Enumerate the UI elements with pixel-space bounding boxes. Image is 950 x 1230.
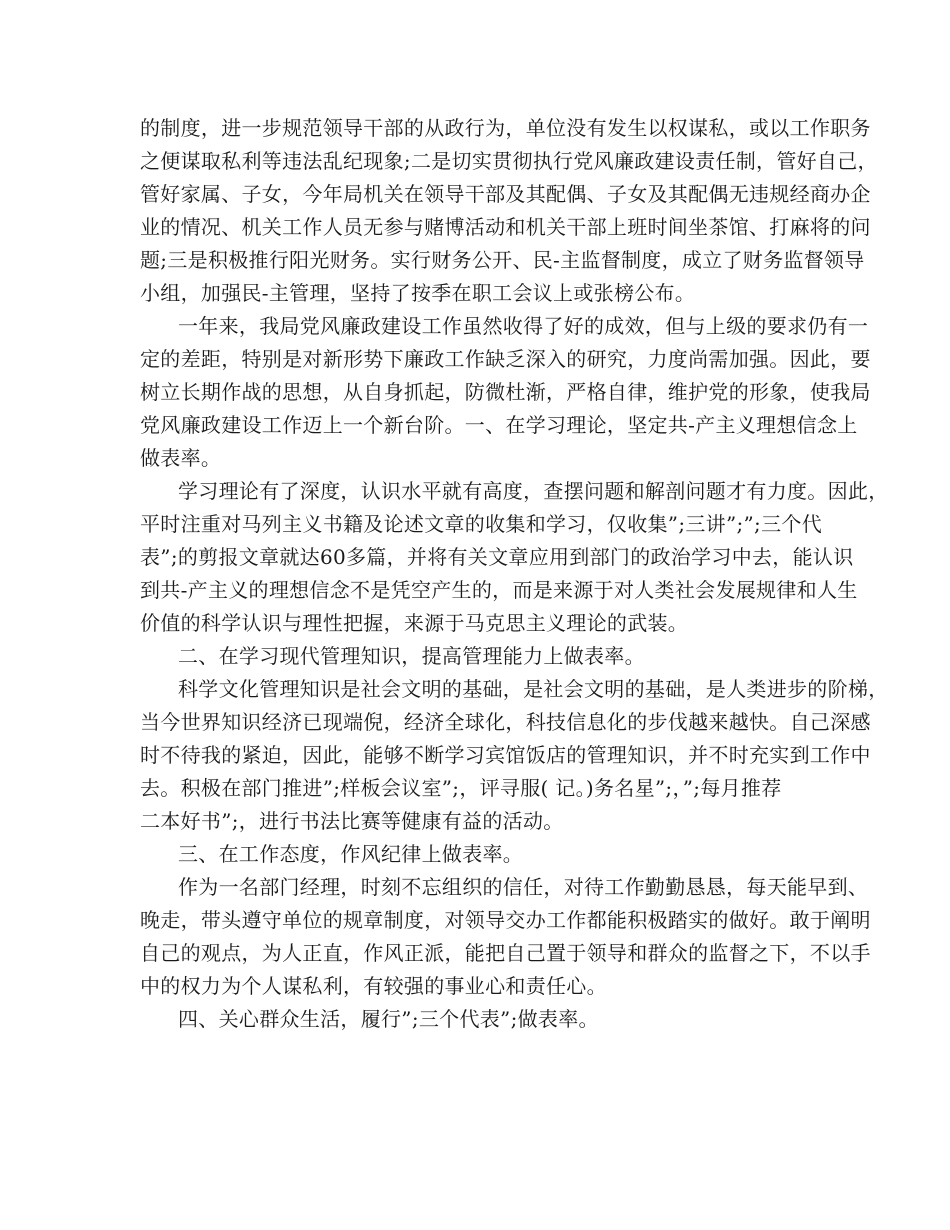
text-line: 平时注重对马列主义书籍及论述文章的收集和学习，仅收集”;三讲”;”;三个代 xyxy=(140,512,822,536)
paragraph-start-line: 科学文化管理知识是社会文明的基础，是社会文明的基础，是人类进步的阶梯， xyxy=(178,677,889,701)
text-line: 时不待我的紧迫，因此，能够不断学习宾馆饭店的管理知识，并不时充实到工作中 xyxy=(140,743,871,767)
text-line: 管好家属、子女，今年局机关在领导干部及其配偶、子女及其配偶无违规经商办企 xyxy=(140,182,871,206)
text-line: 二本好书”;，进行书法比赛等健康有益的活动。 xyxy=(140,809,564,833)
text-line: 题;三是积极推行阳光财务。实行财务公开、民-主监督制度，成立了财务监督领导 xyxy=(140,248,865,272)
text-line: 表”;的剪报文章就达60多篇，并将有关文章应用到部门的政治学习中去，能认识 xyxy=(140,545,854,569)
text-line: 自己的观点，为人正直，作风正派，能把自己置于领导和群众的监督之下，不以手 xyxy=(140,941,871,965)
text-line: 小组，加强民-主管理，坚持了按季在职工会议上或张榜公布。 xyxy=(140,281,696,305)
text-line: 党风廉政建设工作迈上一个新台阶。一、在学习理论，坚定共-产主义理想信念上 xyxy=(140,413,858,437)
text-line: 树立长期作战的思想，从自身抓起，防微杜渐，严格自律，维护党的形象，使我局 xyxy=(140,380,871,404)
text-line: 做表率。 xyxy=(140,446,222,470)
paragraph-start-line: 作为一名部门经理，时刻不忘组织的信任，对待工作勤勤恳恳，每天能早到、 xyxy=(178,875,869,899)
paragraph-start-line: 一年来，我局党风廉政建设工作虽然收得了好的成效，但与上级的要求仍有一 xyxy=(178,314,869,338)
text-line: 当今世界知识经济已现端倪，经济全球化，科技信息化的步伐越来越快。自己深感 xyxy=(140,710,871,734)
text-line: 去。积极在部门推进”;样板会议室”;，评寻服( 记。)务名星”;，”;每月推荐 xyxy=(140,776,782,800)
text-line: 业的情况、机关工作人员无参与赌博活动和机关干部上班时间坐茶馆、打麻将的问 xyxy=(140,215,871,239)
text-line: 到共-产主义的理想信念不是凭空产生的，而是来源于对人类社会发展规律和人生 xyxy=(140,578,858,602)
text-line: 晚走，带头遵守单位的规章制度，对领导交办工作都能积极踏实的做好。敢于阐明 xyxy=(140,908,871,932)
section-heading: 三、在工作态度，作风纪律上做表率。 xyxy=(178,842,524,866)
text-line: 之便谋取私利等违法乱纪现象;二是切实贯彻执行党风廉政建设责任制，管好自己， xyxy=(140,149,878,173)
text-line: 定的差距，特别是对新形势下廉政工作缺乏深入的研究，力度尚需加强。因此，要 xyxy=(140,347,871,371)
section-heading: 二、在学习现代管理知识，提高管理能力上做表率。 xyxy=(178,644,645,668)
paragraph-start-line: 学习理论有了深度，认识水平就有高度，查摆问题和解剖问题才有力度。因此， xyxy=(178,479,889,503)
section-heading: 四、关心群众生活，履行”;三个代表”;做表率。 xyxy=(178,1007,599,1031)
text-line: 的制度，进一步规范领导干部的从政行为，单位没有发生以权谋私，或以工作职务 xyxy=(140,116,871,140)
text-line: 中的权力为个人谋私利，有较强的事业心和责任心。 xyxy=(140,974,607,998)
document-body xyxy=(140,112,889,1036)
text-line: 价值的科学认识与理性把握，来源于马克思主义理论的武装。 xyxy=(140,611,689,635)
